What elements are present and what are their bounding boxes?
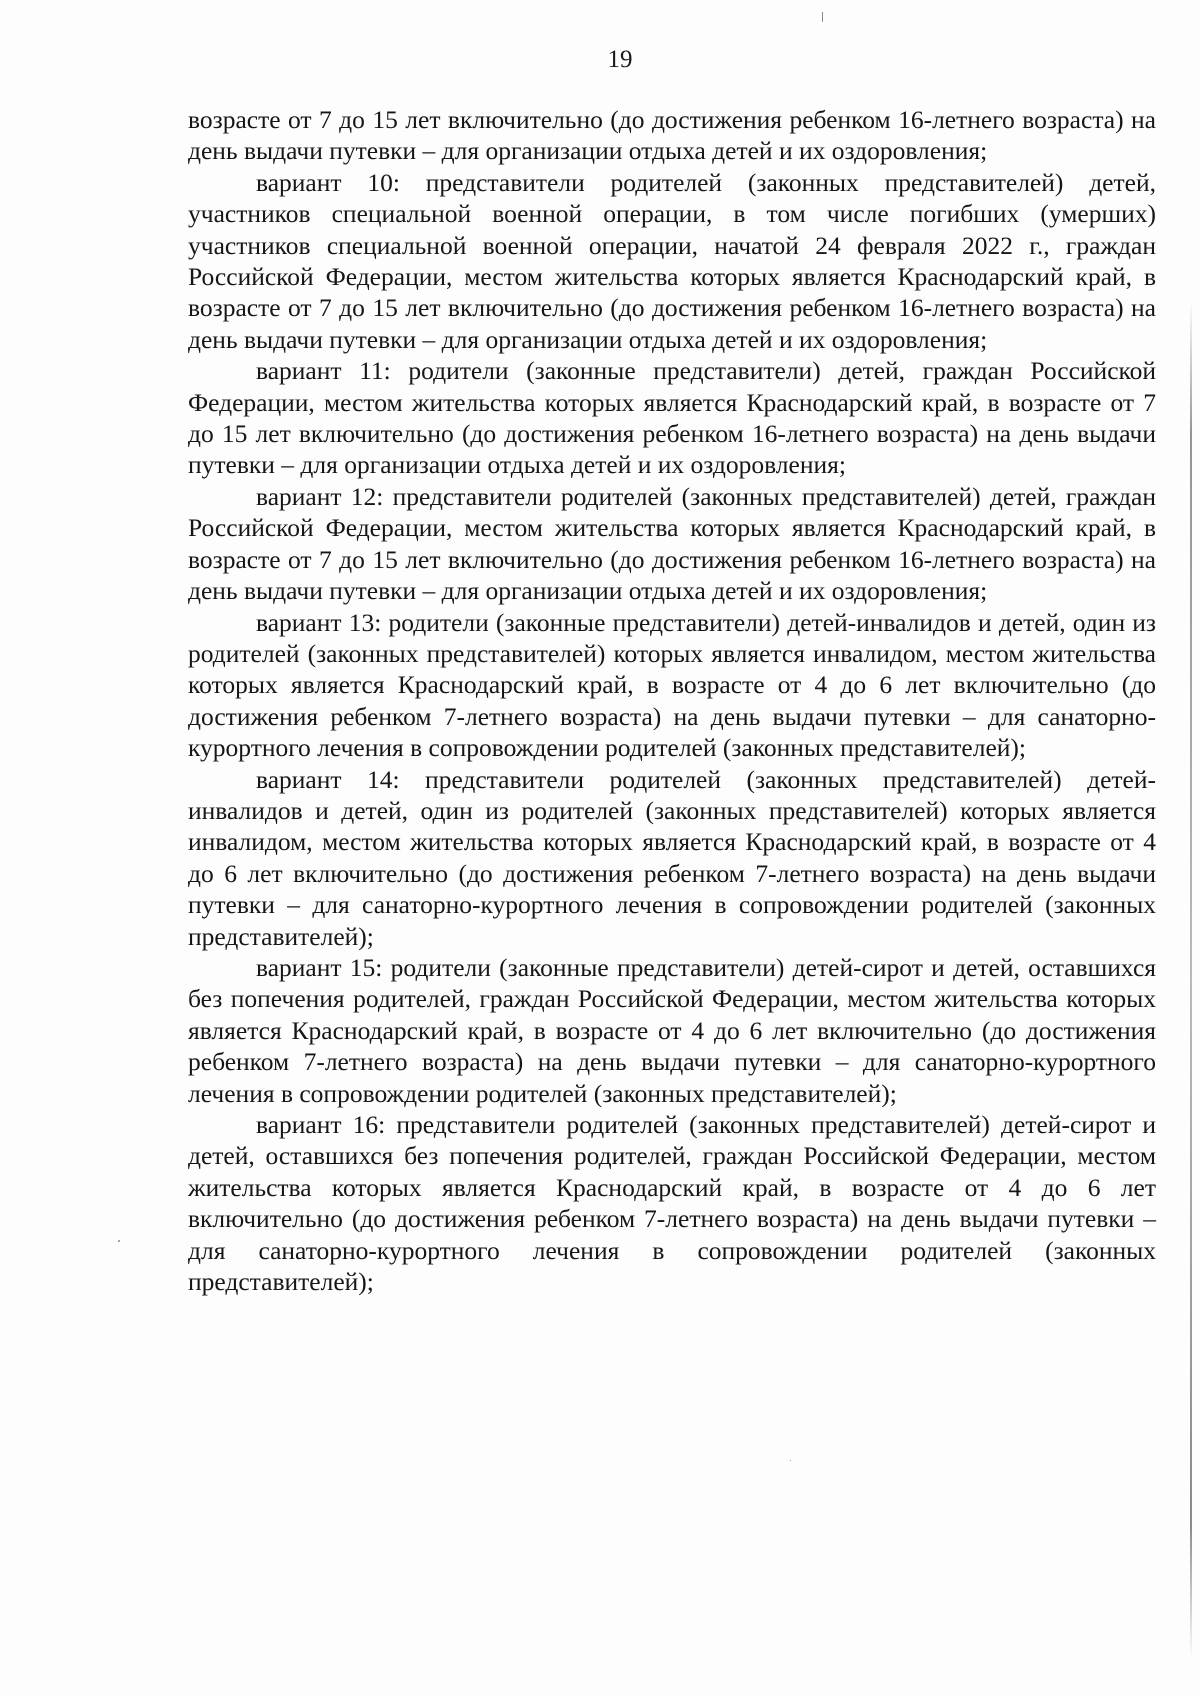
paragraph-variant-15: вариант 15: родители (законные представители) детей-сирот и детей, оставшихся без попечения родителей, граждан Российской Федерации, местом жительства которых является Краснодарский край, в возрасте от 4 до 6 лет включительно (до достижения ребенком 7-летнего возраста) на день выдачи путевки – для санаторно-курортного лечения в сопровождении родителей (законных представителей); — [188, 952, 1156, 1108]
scan-edge-line — [1190, 300, 1192, 1660]
paragraph-variant-14: вариант 14: представители родителей (законных представителей) детей-инвалидов и детей, один из родителей (законных представителей) которых является инвалидом, местом жительства которых является Краснодарский край, в возрасте от 4 до 6 лет включительно (до достижения ребенком 7-летнего возраста) на день выдачи путевки – для санаторно-курортного лечения в сопровождении родителей (законных представителей); — [188, 764, 1156, 951]
scan-speck — [790, 1460, 791, 1461]
scan-speck — [822, 12, 823, 22]
scan-speck — [118, 1240, 120, 1242]
paragraph-variant-12: вариант 12: представители родителей (законных представителей) детей, граждан Российской Федерации, местом жительства которых является Краснодарский край, в возрасте от 7 до 15 лет включительно (до достижения ребенком 16-летнего возраста) на день выдачи путевки – для организации отдыха детей и их оздоровления; — [188, 481, 1156, 606]
paragraph-continuation: возрасте от 7 до 15 лет включительно (до достижения ребенком 16-летнего возраста) на день выдачи путевки – для организации отдыха детей и их оздоровления; — [188, 105, 1156, 166]
paragraph-variant-11: вариант 11: родители (законные представители) детей, граждан Российской Федерации, местом жительства которых является Краснодарский край, в возрасте от 7 до 15 лет включительно (до достижения ребенком 16-летнего возраста) на день выдачи путевки – для организации отдыха детей и их оздоровления; — [188, 356, 1156, 480]
paragraph-variant-13: вариант 13: родители (законные представители) детей-инвалидов и детей, один из родителей (законных представителей) которых является инвалидом, местом жительства которых является Краснодарский край, в возрасте от 4 до 6 лет включительно (до достижения ребенком 7-летнего возраста) на день выдачи путевки – для санаторно-курортного лечения в сопровождении родителей (законных представителей); — [188, 607, 1156, 763]
page-number: 19 — [607, 46, 633, 73]
paragraph-variant-16: вариант 16: представители родителей (законных представителей) детей-сирот и детей, оставшихся без попечения родителей, граждан Российской Федерации, местом жительства которых является Краснодарский край, в возрасте от 4 до 6 лет включительно (до достижения ребенком 7-летнего возраста) на день выдачи путевки – для санаторно-курортного лечения в сопровождении родителей (законных представителей); — [188, 1110, 1156, 1297]
document-body — [188, 104, 1156, 1297]
paragraph-variant-10: вариант 10: представители родителей (законных представителей) детей, участников специальной военной операции, в том числе погибших (умерших) участников специальной военной операции, начатой 24 февраля 2022 г., граждан Российской Федерации, местом жительства которых является Краснодарский край, в возрасте от 7 до 15 лет включительно (до достижения ребенком 16-летнего возраста) на день выдачи путевки – для организации отдыха детей и их оздоровления; — [188, 167, 1156, 354]
